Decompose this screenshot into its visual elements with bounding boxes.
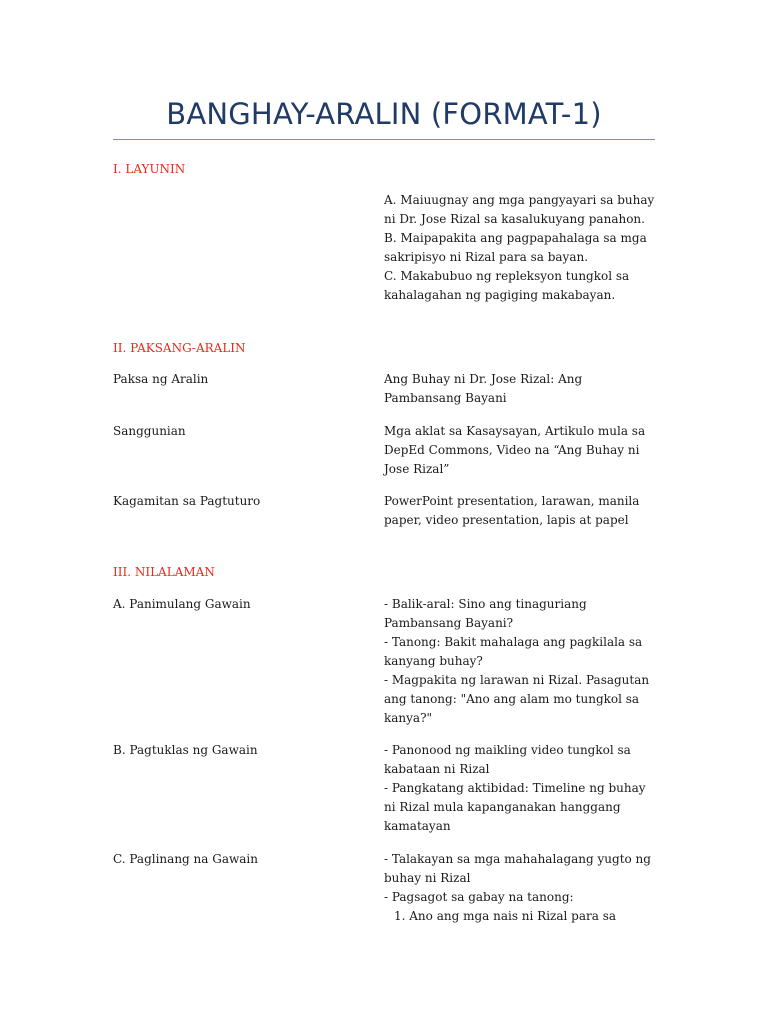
value-line: Jose Rizal” xyxy=(384,462,450,476)
objective-line: A. Maiuugnay ang mga pangyayari sa buhay xyxy=(384,193,655,207)
row-value-pagtuklas-ng-gawain xyxy=(384,741,656,836)
objective-line: ni Dr. Jose Rizal sa kasalukuyang panahon. xyxy=(384,212,645,226)
value-line: - Talakayan sa mga mahahalagang yugto ng xyxy=(384,852,651,866)
value-line: 1. Ano ang mga nais ni Rizal para sa xyxy=(394,909,617,923)
value-line: ni Rizal mula kapanganakan hanggang xyxy=(384,800,621,814)
row-label-pagtuklas-ng-gawain: B. Pagtuklas ng Gawain xyxy=(113,743,258,757)
row-value-kagamitan xyxy=(384,492,656,530)
row-label-panimulang-gawain: A. Panimulang Gawain xyxy=(113,597,251,611)
value-line: kamatayan xyxy=(384,819,451,833)
row-value-sanggunian xyxy=(384,422,656,479)
value-line: - Pagsagot sa gabay na tanong: xyxy=(384,890,574,904)
value-line: - Panonood ng maikling video tungkol sa xyxy=(384,743,631,757)
row-label-paksa: Paksa ng Aralin xyxy=(113,372,209,386)
value-line: Ang Buhay ni Dr. Jose Rizal: Ang xyxy=(384,372,583,386)
value-line: Mga aklat sa Kasaysayan, Artikulo mula sa xyxy=(384,424,646,438)
value-line: DepEd Commons, Video na “Ang Buhay ni xyxy=(384,443,640,457)
value-line: kabataan ni Rizal xyxy=(384,762,490,776)
section-heading-paksang-aralin: II. PAKSANG-ARALIN xyxy=(113,341,246,355)
value-line: kanya?" xyxy=(384,711,433,725)
row-label-paglinang-na-gawain: C. Paglinang na Gawain xyxy=(113,852,258,866)
title-underline xyxy=(113,139,655,140)
objective-line: kahalagahan ng pagiging makabayan. xyxy=(384,288,616,302)
value-line: - Magpakita ng larawan ni Rizal. Pasagutan xyxy=(384,673,650,687)
value-line: ang tanong: "Ano ang alam mo tungkol sa xyxy=(384,692,640,706)
value-line: PowerPoint presentation, larawan, manila xyxy=(384,494,640,508)
section-heading-layunin: I. LAYUNIN xyxy=(113,162,186,176)
value-line: paper, video presentation, lapis at papel xyxy=(384,513,629,527)
row-label-kagamitan: Kagamitan sa Pagtuturo xyxy=(113,494,261,508)
objective-line: B. Maipapakita ang pagpapahalaga sa mga xyxy=(384,231,647,245)
row-label-sanggunian: Sanggunian xyxy=(113,424,186,438)
document-title: BANGHAY-ARALIN (FORMAT-1) xyxy=(166,97,602,131)
value-line: buhay ni Rizal xyxy=(384,871,471,885)
objective-line: C. Makabubuo ng repleksyon tungkol sa xyxy=(384,269,630,283)
value-line: kanyang buhay? xyxy=(384,654,483,668)
objectives-list xyxy=(384,191,656,305)
value-line: - Tanong: Bakit mahalaga ang pagkilala sa xyxy=(384,635,643,649)
value-line: - Balik-aral: Sino ang tinaguriang xyxy=(384,597,587,611)
row-value-panimulang-gawain xyxy=(384,595,656,728)
row-value-paglinang-na-gawain xyxy=(384,850,656,926)
value-line: Pambansang Bayani xyxy=(384,391,507,405)
value-line: - Pangkatang aktibidad: Timeline ng buhay xyxy=(384,781,646,795)
objective-line: sakripisyo ni Rizal para sa bayan. xyxy=(384,250,589,264)
value-line: Pambansang Bayani? xyxy=(384,616,514,630)
section-heading-nilalaman: III. NILALAMAN xyxy=(113,565,215,579)
row-value-paksa xyxy=(384,370,656,408)
